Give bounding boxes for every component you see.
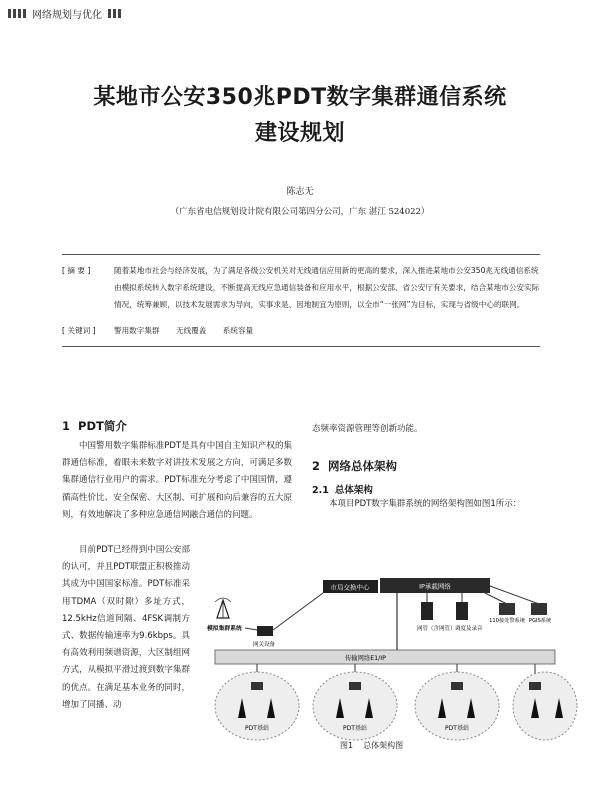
section-1-heading bbox=[62, 418, 127, 434]
gw110-device-icon bbox=[499, 603, 515, 615]
header-marker-icon bbox=[108, 9, 121, 18]
figure-caption bbox=[340, 740, 413, 751]
section-1-paragraph-2: 目前PDT已经得到中国公安部的认可，并且PDT联盟正积极推动其成为中国国家标准。PDT标准采用TDMA（双时隙）多址方式，12.5kHz信道间隔、4FSK调制方式、数据传输速率为9.6kbps。具有高效利用频谱资源，大区制组网方式，从模拟平滑过渡到数字集群的优点。在满足基本业务的同时，增加了同播、动 bbox=[62, 545, 190, 710]
section-1-title: PDT简介 bbox=[78, 419, 127, 433]
section-1-paragraph-1: 中国警用数字集群标准PDT是具有中国自主知识产权的集群通信标准，着眼未来数字对讲技术发展之方向，可满足多数集群通信行业用户的需求。PDT标准充分考虑了中国国情，遵循高性价比、安全保密、大区制、可扩展和向后兼容的五大原则，有效地解决了多种应急通信网融合通信的问题。 bbox=[62, 441, 292, 520]
subsection-2-1-number: 2.1 bbox=[312, 485, 329, 496]
figure-caption-label: 图1 bbox=[340, 741, 354, 750]
title-line-2: 建设规划 bbox=[254, 121, 345, 146]
pdt-base-station-group-3 bbox=[415, 664, 499, 740]
switch-center-label: 市局交换中心 bbox=[330, 583, 370, 592]
running-header bbox=[8, 6, 121, 20]
pdt-bs-label: PDT基站 bbox=[445, 725, 469, 732]
analog-system-label: 模拟集群系统 bbox=[207, 626, 242, 632]
section-1-paragraph-2-continued: 态频率资源管理等创新功能。 bbox=[312, 424, 423, 434]
title-line-1: 某地市公安350兆PDT数字集群通信系统 bbox=[93, 85, 507, 110]
section-2-number: 2 bbox=[312, 459, 321, 473]
header-marker-icon bbox=[8, 9, 26, 18]
gw110-label: 110接处警系统 bbox=[489, 618, 525, 624]
pdt-bs-label: PDT基站 bbox=[245, 725, 269, 732]
pgis-device-icon bbox=[531, 603, 547, 615]
subsection-2-1-heading bbox=[312, 482, 373, 496]
ip-network-label: IP承载网络 bbox=[419, 582, 451, 591]
pdt-base-station-group-1 bbox=[215, 664, 299, 740]
abstract bbox=[62, 262, 540, 313]
pgis-label: PGIS系统 bbox=[528, 618, 552, 624]
bottom-divider bbox=[62, 346, 540, 347]
abstract-label: [ 摘 要 ] bbox=[62, 266, 91, 275]
dispatch-label: 调度及录音 bbox=[455, 626, 483, 632]
pdt-base-station-group-4 bbox=[513, 664, 577, 740]
affiliation: （广东省电信规划设计院有限公司第四分公司，广东 湛江 524022） bbox=[170, 207, 430, 217]
keywords bbox=[62, 325, 540, 337]
top-divider bbox=[62, 254, 540, 255]
abstract-text: 随着某地市社会与经济发展，为了满足各级公安机关对无线通信应用新的更高的要求，深入推进某地市公安350兆无线通信系统由模拟系统转入数字系统建设，不断提高无线应急通信装备和应用水平，根据公安部、省公安厅有关要求，结合某地市公安实际情况，统筹兼顾，以技术发展需求为导向，实事求是、因地制宜为原则，以全市“一张网”为目标，实现与省级中心的联网。 bbox=[114, 266, 540, 309]
network-architecture-figure bbox=[205, 570, 580, 742]
section-2-paragraph: 本项目PDT数字集群系统的网络架构图如图1所示： bbox=[329, 499, 522, 509]
section-2-heading bbox=[312, 458, 397, 474]
net-mgmt-label: 网管（含网管） bbox=[417, 626, 456, 632]
dispatch-server-icon bbox=[456, 602, 468, 620]
keyword-item: 无线覆盖 bbox=[175, 326, 207, 335]
subsection-2-1-title: 总体架构 bbox=[334, 485, 373, 496]
gateway-label: 网关设备 bbox=[253, 642, 276, 648]
section-2-title: 网络总体架构 bbox=[328, 459, 398, 473]
figure-caption-text: 总体架构图 bbox=[363, 741, 404, 750]
pdt-bs-label: PDT基站 bbox=[343, 725, 367, 732]
gateway-device-icon bbox=[257, 626, 273, 636]
header-section-name: 网络规划与优化 bbox=[32, 9, 102, 21]
keywords-label: [ 关键词 ] bbox=[62, 326, 96, 335]
keyword-item: 警用数字集群 bbox=[114, 326, 160, 335]
section-1-number: 1 bbox=[62, 419, 71, 433]
keyword-list bbox=[114, 325, 267, 337]
author: 陈志无 bbox=[286, 187, 314, 197]
net-mgmt-server-icon bbox=[421, 602, 433, 620]
article-title bbox=[0, 80, 600, 152]
transport-network-label: 传输网络E1/IP bbox=[345, 655, 386, 662]
keyword-item: 系统容量 bbox=[222, 326, 254, 335]
pdt-base-station-group-2 bbox=[313, 664, 397, 740]
